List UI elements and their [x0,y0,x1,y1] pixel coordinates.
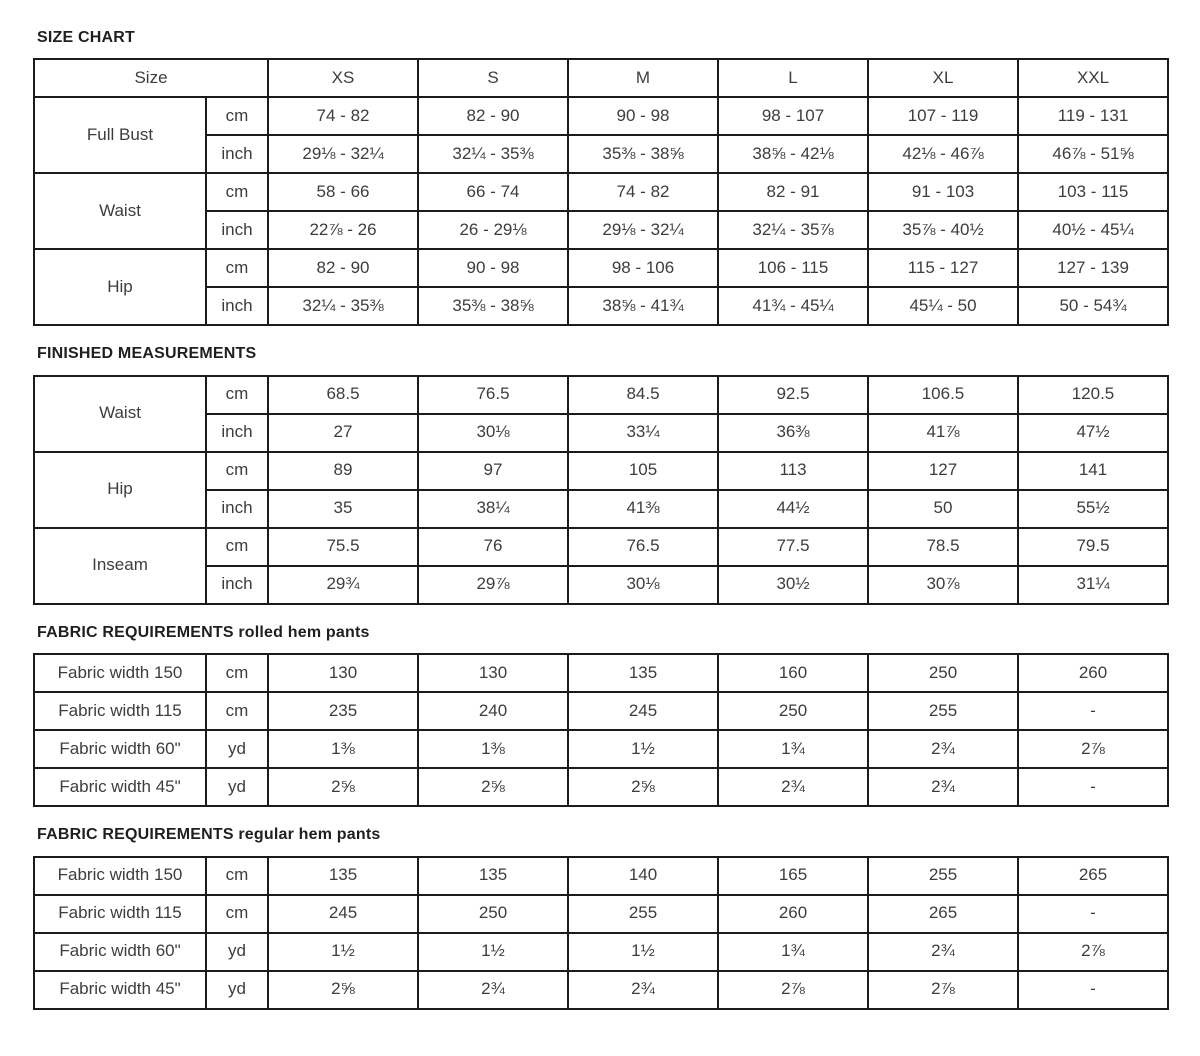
value-cell: 79.5 [1018,528,1168,566]
value-cell: 35⅜ - 38⅝ [418,287,568,325]
unit-cell: cm [206,376,268,414]
value-cell: 89 [268,452,418,490]
value-cell: 36⅜ [718,414,868,452]
value-cell: 2¾ [418,971,568,1009]
value-cell: 2⅝ [568,768,718,806]
value-cell: 90 - 98 [418,249,568,287]
unit-cell: yd [206,933,268,971]
value-cell: 29⅛ - 32¼ [268,135,418,173]
value-cell: 92.5 [718,376,868,414]
value-cell: 50 - 54¾ [1018,287,1168,325]
value-cell: 38¼ [418,490,568,528]
unit-cell: inch [206,135,268,173]
value-cell: 250 [718,692,868,730]
value-cell: 84.5 [568,376,718,414]
table-row [34,895,1168,933]
unit-cell: yd [206,971,268,1009]
value-cell: 98 - 107 [718,97,868,135]
fabric-rolled-title-subtitle: rolled hem pants [233,623,370,641]
unit-cell: cm [206,528,268,566]
table-row [34,857,1168,895]
value-cell: 105 [568,452,718,490]
value-cell: 35⅜ - 38⅝ [568,135,718,173]
value-cell: 26 - 29⅛ [418,211,568,249]
value-cell: 40½ - 45¼ [1018,211,1168,249]
value-cell: 90 - 98 [568,97,718,135]
unit-cell: yd [206,730,268,768]
unit-cell: cm [206,97,268,135]
value-cell: 260 [1018,654,1168,692]
value-cell: 1½ [418,933,568,971]
value-cell: 74 - 82 [268,97,418,135]
value-cell: 260 [718,895,868,933]
value-cell: 76.5 [418,376,568,414]
value-cell: 113 [718,452,868,490]
unit-cell: cm [206,857,268,895]
table-row [34,971,1168,1009]
value-cell: 38⅝ - 42⅛ [718,135,868,173]
value-cell: 245 [268,895,418,933]
value-cell: 68.5 [268,376,418,414]
value-cell: 30⅛ [568,566,718,604]
table-row [34,376,1168,414]
value-cell: 140 [568,857,718,895]
fabric-width-label: Fabric width 60" [34,933,206,971]
value-cell: 30½ [718,566,868,604]
value-cell: 1½ [268,933,418,971]
unit-cell: cm [206,249,268,287]
value-cell: 29¾ [268,566,418,604]
value-cell: 50 [868,490,1018,528]
value-cell: 103 - 115 [1018,173,1168,211]
value-cell: 58 - 66 [268,173,418,211]
table-row [34,97,1168,135]
value-cell: 2¾ [718,768,868,806]
value-cell: - [1018,895,1168,933]
unit-cell: cm [206,173,268,211]
size-column-header: L [718,59,868,97]
value-cell: 1½ [568,933,718,971]
table-row [34,730,1168,768]
value-cell: 29⅞ [418,566,568,604]
size-column-header: XXL [1018,59,1168,97]
fabric-rolled-title-main: FABRIC REQUIREMENTS [37,623,234,641]
value-cell: 45¼ - 50 [868,287,1018,325]
value-cell: 22⅞ - 26 [268,211,418,249]
value-cell: 135 [268,857,418,895]
fabric-width-label: Fabric width 150 [34,654,206,692]
value-cell: 31¼ [1018,566,1168,604]
value-cell: 82 - 91 [718,173,868,211]
value-cell: 91 - 103 [868,173,1018,211]
value-cell: 2⅞ [868,971,1018,1009]
table-row [34,528,1168,566]
value-cell: 47½ [1018,414,1168,452]
value-cell: 240 [418,692,568,730]
size-header-row [34,59,1168,97]
value-cell: 32¼ - 35⅞ [718,211,868,249]
value-cell: - [1018,692,1168,730]
value-cell: 32¼ - 35⅜ [268,287,418,325]
value-cell: 165 [718,857,868,895]
fabric-width-label: Fabric width 45" [34,768,206,806]
value-cell: 135 [568,654,718,692]
value-cell: 141 [1018,452,1168,490]
measure-label-hip: Hip [34,452,206,528]
finished-measurements-table [33,375,1169,605]
fabric-rolled-table [33,653,1169,807]
value-cell: - [1018,768,1168,806]
value-cell: 2¾ [568,971,718,1009]
size-chart-table [33,58,1169,326]
value-cell: 245 [568,692,718,730]
fabric-width-label: Fabric width 45" [34,971,206,1009]
value-cell: 120.5 [1018,376,1168,414]
value-cell: 1⅜ [418,730,568,768]
table-row [34,173,1168,211]
value-cell: 1¾ [718,933,868,971]
value-cell: 41¾ - 45¼ [718,287,868,325]
value-cell: 41⅞ [868,414,1018,452]
value-cell: 35⅞ - 40½ [868,211,1018,249]
value-cell: 29⅛ - 32¼ [568,211,718,249]
measure-label-waist: Waist [34,376,206,452]
value-cell: 135 [418,857,568,895]
value-cell: 2¾ [868,933,1018,971]
value-cell: 46⅞ - 51⅝ [1018,135,1168,173]
measure-label-inseam: Inseam [34,528,206,604]
value-cell: 33¼ [568,414,718,452]
table-row [34,654,1168,692]
value-cell: 255 [568,895,718,933]
value-cell: 66 - 74 [418,173,568,211]
fabric-regular-title-main: FABRIC REQUIREMENTS [37,826,234,844]
value-cell: 160 [718,654,868,692]
fabric-width-label: Fabric width 150 [34,857,206,895]
value-cell: 1½ [568,730,718,768]
value-cell: 2⅞ [1018,730,1168,768]
value-cell: 98 - 106 [568,249,718,287]
value-cell: 30⅞ [868,566,1018,604]
value-cell: 76.5 [568,528,718,566]
value-cell: 255 [868,692,1018,730]
value-cell: 2⅞ [1018,933,1168,971]
fabric-regular-table [33,856,1169,1010]
value-cell: 127 - 139 [1018,249,1168,287]
value-cell: 1⅜ [268,730,418,768]
unit-cell: cm [206,895,268,933]
value-cell: 55½ [1018,490,1168,528]
unit-cell: yd [206,768,268,806]
value-cell: 82 - 90 [418,97,568,135]
value-cell: 32¼ - 35⅜ [418,135,568,173]
unit-cell: cm [206,452,268,490]
value-cell: 42⅛ - 46⅞ [868,135,1018,173]
measure-label-full-bust: Full Bust [34,97,206,173]
unit-cell: cm [206,692,268,730]
value-cell: 1¾ [718,730,868,768]
measure-label-waist: Waist [34,173,206,249]
value-cell: 97 [418,452,568,490]
unit-cell: cm [206,654,268,692]
value-cell: 130 [418,654,568,692]
value-cell: 2⅞ [718,971,868,1009]
unit-cell: inch [206,287,268,325]
unit-cell: inch [206,490,268,528]
table-row [34,692,1168,730]
value-cell: 130 [268,654,418,692]
value-cell: 119 - 131 [1018,97,1168,135]
value-cell: 115 - 127 [868,249,1018,287]
table-row [34,768,1168,806]
value-cell: 2⅝ [418,768,568,806]
size-chart-title: SIZE CHART [37,29,135,46]
value-cell: 127 [868,452,1018,490]
value-cell: 2⅝ [268,768,418,806]
value-cell: 106 - 115 [718,249,868,287]
size-column-header: XS [268,59,418,97]
value-cell: 77.5 [718,528,868,566]
size-column-header: XL [868,59,1018,97]
value-cell: 2⅝ [268,971,418,1009]
value-cell: 265 [868,895,1018,933]
value-cell: 38⅝ - 41¾ [568,287,718,325]
unit-cell: inch [206,566,268,604]
table-row [34,249,1168,287]
fabric-regular-title-subtitle: regular hem pants [233,826,381,844]
table-row [34,933,1168,971]
value-cell: 2¾ [868,768,1018,806]
value-cell: 250 [418,895,568,933]
value-cell: - [1018,971,1168,1009]
unit-cell: inch [206,211,268,249]
value-cell: 74 - 82 [568,173,718,211]
value-cell: 106.5 [868,376,1018,414]
value-cell: 41⅜ [568,490,718,528]
value-cell: 255 [868,857,1018,895]
fabric-width-label: Fabric width 60" [34,730,206,768]
size-column-header: S [418,59,568,97]
value-cell: 27 [268,414,418,452]
table-row [34,452,1168,490]
finished-measurements-title: FINISHED MEASUREMENTS [37,345,257,363]
value-cell: 82 - 90 [268,249,418,287]
value-cell: 30⅛ [418,414,568,452]
value-cell: 76 [418,528,568,566]
fabric-width-label: Fabric width 115 [34,895,206,933]
size-header-label: Size [34,59,268,97]
fabric-width-label: Fabric width 115 [34,692,206,730]
fabric-rolled-title [37,624,1167,642]
value-cell: 2¾ [868,730,1018,768]
value-cell: 235 [268,692,418,730]
value-cell: 107 - 119 [868,97,1018,135]
size-column-header: M [568,59,718,97]
value-cell: 265 [1018,857,1168,895]
unit-cell: inch [206,414,268,452]
value-cell: 44½ [718,490,868,528]
value-cell: 250 [868,654,1018,692]
value-cell: 78.5 [868,528,1018,566]
fabric-regular-title [37,826,1167,844]
measure-label-hip: Hip [34,249,206,325]
value-cell: 35 [268,490,418,528]
value-cell: 75.5 [268,528,418,566]
